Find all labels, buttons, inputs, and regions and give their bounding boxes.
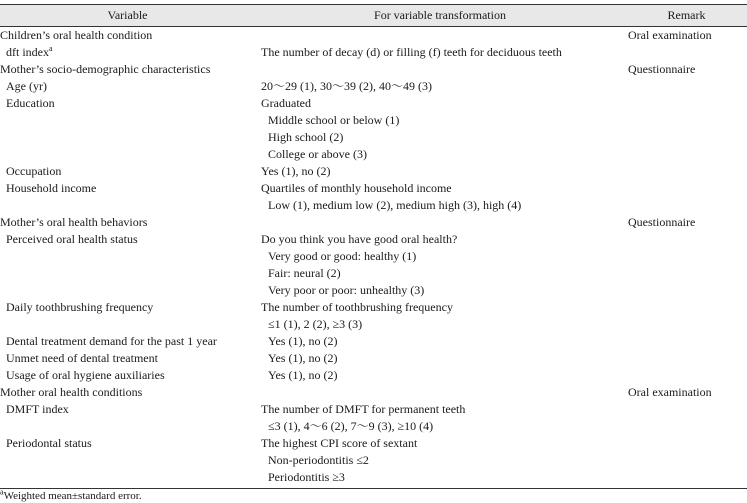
variable-text: Education — [6, 96, 55, 110]
table-row — [0, 350, 747, 367]
table-row — [0, 180, 747, 197]
variable-cell — [6, 333, 217, 350]
variable-text: Unmet need of dental treatment — [6, 351, 158, 365]
variable-text: Age (yr) — [6, 79, 47, 93]
transformation-cell: Do you think you have good oral health? — [261, 232, 458, 246]
transformation-cell: Graduated — [261, 96, 311, 110]
variable-text: Periodontal status — [6, 436, 92, 450]
transformation-cell: Quartiles of monthly household income — [261, 181, 452, 195]
header-transformation: For variable transformation — [374, 8, 506, 22]
variable-text: Mother’s oral health behaviors — [0, 215, 148, 229]
table-row — [0, 27, 747, 44]
variable-cell — [6, 95, 55, 112]
table-row — [0, 316, 747, 333]
table-row — [0, 282, 747, 299]
variable-text: DMFT index — [6, 402, 69, 416]
transformation-cell: Very good or good: healthy (1) — [268, 249, 417, 263]
variable-text: Household income — [6, 181, 97, 195]
transformation-cell: College or above (3) — [268, 147, 367, 161]
table-row — [0, 44, 747, 61]
table-row — [0, 401, 747, 418]
table-row — [0, 435, 747, 452]
transformation-cell: Low (1), medium low (2), medium high (3), high (4) — [268, 198, 522, 212]
variable-cell — [6, 367, 165, 384]
variable-cell — [6, 44, 53, 61]
table-body — [0, 27, 747, 489]
variable-cell — [0, 214, 147, 231]
variable-cell — [6, 78, 47, 95]
variable-text: Perceived oral health status — [6, 232, 138, 246]
table-row — [0, 384, 747, 401]
transformation-cell: The number of toothbrushing frequency — [261, 300, 453, 314]
variable-cell — [0, 27, 152, 44]
variable-cell — [6, 299, 153, 316]
transformation-cell: The highest CPI score of sextant — [261, 436, 418, 450]
remark-cell: Oral examination — [628, 28, 712, 42]
variable-cell — [6, 231, 138, 248]
footnote-text: Weighted mean±standard error. — [3, 490, 142, 502]
variable-cell — [6, 163, 61, 180]
table-row — [0, 469, 747, 486]
variable-cell — [6, 350, 158, 367]
transformation-cell: The number of decay (d) or filling (f) teeth for deciduous teeth — [261, 45, 562, 59]
table-row — [0, 61, 747, 78]
footnote-marker: a — [0, 487, 4, 497]
transformation-cell: ≤1 (1), 2 (2), ≥3 (3) — [268, 317, 363, 331]
table-row — [0, 95, 747, 112]
table-header — [0, 4, 747, 27]
transformation-cell: Non-periodontitis ≤2 — [268, 453, 369, 467]
variable-cell — [0, 384, 142, 401]
table-footnote — [0, 489, 142, 503]
variable-text: Children’s oral health condition — [0, 28, 153, 42]
remark-cell: Questionnaire — [628, 62, 696, 76]
table-row — [0, 299, 747, 316]
variable-text: Mother’s socio-demographic characteristics — [0, 62, 211, 76]
table-row — [0, 418, 747, 435]
table-row — [0, 129, 747, 146]
variable-cell — [6, 401, 69, 418]
variable-text: Usage of oral hygiene auxiliaries — [6, 368, 165, 382]
transformation-cell: The number of DMFT for permanent teeth — [261, 402, 466, 416]
transformation-cell: 20～29 (1), 30～39 (2), 40～49 (3) — [261, 79, 432, 93]
table-row — [0, 265, 747, 282]
variables-table — [0, 4, 747, 489]
header-variable: Variable — [107, 8, 148, 22]
table-row — [0, 367, 747, 384]
variable-text: Daily toothbrushing frequency — [6, 300, 154, 314]
table-row — [0, 333, 747, 350]
variable-cell — [6, 435, 92, 452]
transformation-cell: Very poor or poor: unhealthy (3) — [268, 283, 425, 297]
transformation-cell: ≤3 (1), 4～6 (2), 7～9 (3), ≥10 (4) — [268, 419, 434, 433]
variable-text: Occupation — [6, 164, 62, 178]
variable-text: dft index — [6, 45, 49, 59]
transformation-cell: Yes (1), no (2) — [261, 164, 331, 178]
transformation-cell: High school (2) — [268, 130, 344, 144]
transformation-cell: Yes (1), no (2) — [268, 351, 338, 365]
table-row — [0, 146, 747, 163]
transformation-cell: Fair: neural (2) — [268, 266, 341, 280]
table-row — [0, 78, 747, 95]
table-row — [0, 112, 747, 129]
table-row — [0, 452, 747, 469]
remark-cell: Oral examination — [628, 385, 712, 399]
transformation-cell: Yes (1), no (2) — [268, 334, 338, 348]
variable-cell — [6, 180, 96, 197]
table-row — [0, 163, 747, 180]
table-row — [0, 197, 747, 214]
variable-cell — [0, 61, 210, 78]
transformation-cell: Middle school or below (1) — [268, 113, 400, 127]
transformation-cell: Yes (1), no (2) — [268, 368, 338, 382]
remark-cell: Questionnaire — [628, 215, 696, 229]
variable-superscript: a — [49, 44, 53, 53]
variable-text: Mother oral health conditions — [0, 385, 143, 399]
variable-text: Dental treatment demand for the past 1 year — [6, 334, 217, 348]
table-row — [0, 231, 747, 248]
transformation-cell: Periodontitis ≥3 — [268, 470, 345, 484]
table-row — [0, 214, 747, 231]
header-remark: Remark — [667, 8, 706, 22]
table-row — [0, 248, 747, 265]
